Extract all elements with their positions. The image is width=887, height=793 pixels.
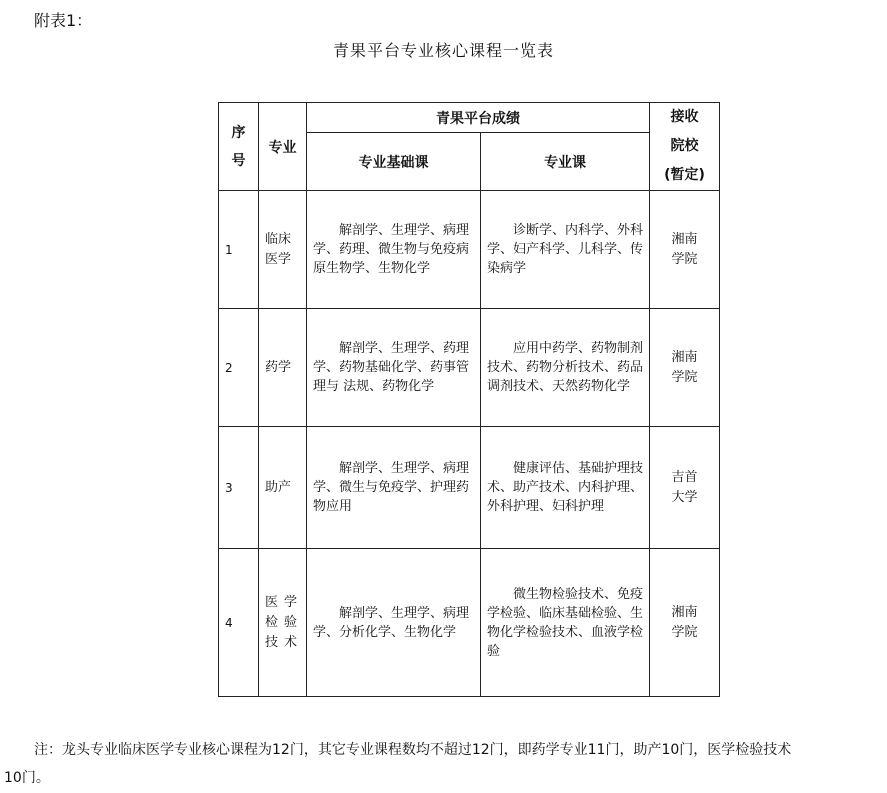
header-school-text: 接收 院校 (暂定) xyxy=(664,109,705,183)
row-receiving-school: 湘南 学院 xyxy=(650,191,720,309)
header-prof: 专业课 xyxy=(481,133,650,191)
row-major: 助产 xyxy=(259,427,307,549)
header-seq xyxy=(219,103,259,191)
attachment-label: 附表1： xyxy=(34,11,93,30)
header-group: 青果平台成绩 xyxy=(307,103,650,133)
row-basic-courses: 解剖学、生理学、药理学、药物基础化学、药事管理与 法规、药物化学 xyxy=(307,309,481,427)
footnote-line-2: 10门。 xyxy=(4,770,50,786)
row-professional-courses: 微生物检验技术、免疫学检验、临床基础检验、生物化学检验技术、血液学检验 xyxy=(481,549,650,697)
table-title: 青果平台专业核心课程一览表 xyxy=(332,41,554,60)
row-seq: 2 xyxy=(219,309,259,427)
header-school xyxy=(650,103,720,191)
row-receiving-school: 吉首 大学 xyxy=(650,427,720,549)
row-major: 临床 医学 xyxy=(259,191,307,309)
row-professional-courses: 诊断学、内科学、外科学、妇产科学、儿科学、传染病学 xyxy=(481,191,650,309)
row-basic-courses: 解剖学、生理学、病理学、药理、微生物与免疫病原生物学、生物化学 xyxy=(307,191,481,309)
row-professional-courses: 健康评估、基础护理技术、助产技术、内科护理、外科护理、妇科护理 xyxy=(481,427,650,549)
row-receiving-school: 湘南 学院 xyxy=(650,549,720,697)
row-basic-courses: 解剖学、生理学、病理学、分析化学、生物化学 xyxy=(307,549,481,697)
footnote-line-1: 注：龙头专业临床医学专业核心课程为12门，其它专业课程数均不超过12门，即药学专业11门，助产10门，医学检验技术 xyxy=(34,742,792,758)
row-seq: 3 xyxy=(219,427,259,549)
row-major: 医学 检验 技术 xyxy=(259,549,307,697)
table-row xyxy=(219,191,720,309)
core-course-table xyxy=(218,102,720,697)
row-basic-courses: 解剖学、生理学、病理学、微生与免疫学、护理药物应用 xyxy=(307,427,481,549)
row-major: 药学 xyxy=(259,309,307,427)
header-major: 专业 xyxy=(259,103,307,191)
table-row xyxy=(219,549,720,697)
header-basic: 专业基础课 xyxy=(307,133,481,191)
table-row xyxy=(219,427,720,549)
row-professional-courses: 应用中药学、药物制剂技术、药物分析技术、药品调剂技术、天然药物化学 xyxy=(481,309,650,427)
row-receiving-school: 湘南 学院 xyxy=(650,309,720,427)
row-seq: 4 xyxy=(219,549,259,697)
table-row xyxy=(219,309,720,427)
row-seq: 1 xyxy=(219,191,259,309)
header-seq-text: 序 号 xyxy=(231,124,246,169)
